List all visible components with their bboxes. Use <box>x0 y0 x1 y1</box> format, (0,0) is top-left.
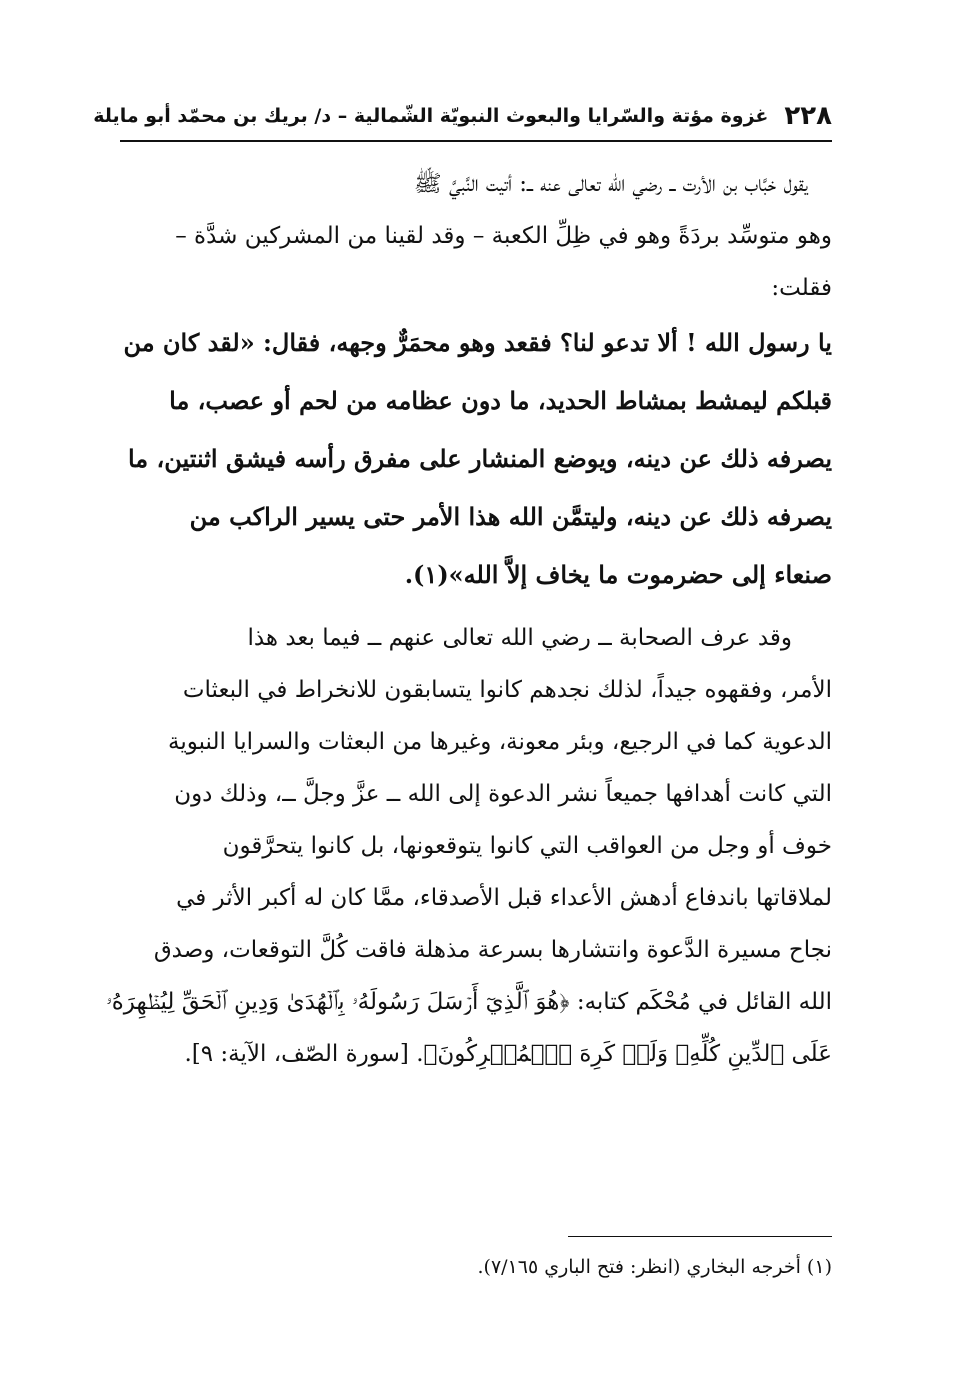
quran-line: عَلَى ٱلدِّينِ كُلِّهِۦ وَلَوۡ كَرِهَ ٱلۡمُشۡرِكُونَ﴾. [سورة الصّف، الآية: ٩]. <box>184 1041 832 1067</box>
text-line: يصرفه ذلك عن دينه، ويوضع المنشار على مفرق رأسه فيشق اثنتين، ما <box>127 444 832 473</box>
quran-line: الله القائل في مُحْكَم كتابه: ﴿هُوَ ٱلَّذِيٓ أَرۡسَلَ رَسُولَهُۥ بِٱلۡهُدَىٰ وَدِينِ ٱلۡحَقِّ لِيُظۡهِرَهُۥ <box>106 989 832 1015</box>
text-line: الدعوية كما في الرجيع، وبئر معونة، وغيرها من البعثات والسرايا النبوية <box>167 729 832 755</box>
text-line: يقول خبَّاب بن الأرت ــ رضي الله تعالى عنه ــ: أتيت النَّبيَّ ﷺ <box>413 171 808 197</box>
page-header <box>93 94 832 138</box>
text-line: لملاقاتها باندفاع أدهش الأعداء قبل الأصدقاء، ممَّا كان له أكبر الأثر في <box>176 885 832 911</box>
text-line: وهو متوسِّد بردَةً وهو في ظِلِّ الكعبة – وقد لقينا من المشركين شدَّة – <box>175 223 832 249</box>
text-line: يصرفه ذلك عن دينه، وليتمَّن الله هذا الأمر حتى يسير الراكب من <box>189 502 832 531</box>
footnote: (١) أخرجه البخاري (انظر: فتح الباري ٧/١٦٥). <box>477 1256 832 1278</box>
text-line: قبلكم ليمشط بمشاط الحديد، ما دون عظامه من لحم أو عصب، ما <box>169 386 832 415</box>
page-number: ٢٢٨ <box>784 101 832 131</box>
text-line: يا رسول الله ! ألا تدعو لنا؟ فقعد وهو محمَرٌّ وجهه، فقال: «لقد كان من <box>123 328 832 357</box>
text-line: نجاح مسيرة الدَّعوة وانتشارها بسرعة مذهلة فاقت كُلَّ التوقعات، وصدق <box>153 937 832 963</box>
running-title: غزوة مؤتة والسّرايا والبعوث النبويّة الشّمالية – د/ بريك بن محمّد أبو مايلة <box>93 105 769 127</box>
header-rule <box>120 140 832 142</box>
paragraph-companions <box>102 612 832 1080</box>
text-line: التي كانت أهدافها جميعاً نشر الدعوة إلى الله ــ عزَّ وجلَّ ــ، وذلك دون <box>174 781 832 807</box>
paragraph-hadith-intro <box>102 158 832 314</box>
text-line: الأمر، وفقهوه جيداً، لذلك نجدهم كانوا يتسابقون للانخراط في البعثات <box>182 677 832 703</box>
text-line: صنعاء إلى حضرموت ما يخاف إلاَّ الله»(١). <box>404 560 832 589</box>
text-line: فقلت: <box>771 275 832 301</box>
body-text <box>102 158 832 1080</box>
text-line: وقد عرف الصحابة ــ رضي الله تعالى عنهم ــ فيما بعد هذا <box>247 625 792 651</box>
paragraph-hadith-quote <box>102 314 832 604</box>
footnote-rule <box>568 1236 832 1237</box>
text-line: خوف أو وجل من العواقب التي كانوا يتوقعونها، بل كانوا يتحرَّقون <box>222 833 832 859</box>
